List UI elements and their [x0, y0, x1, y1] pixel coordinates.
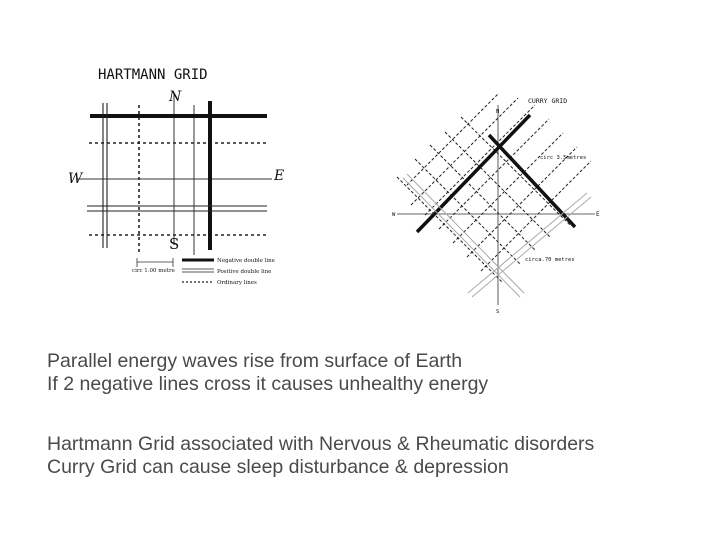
- curry-positive-lines: [403, 174, 591, 297]
- hartmann-spacing-marker: [137, 258, 173, 267]
- hartmann-west-label: W: [68, 171, 83, 187]
- hartmann-spacing-label: circ 1.00 metre: [132, 268, 175, 274]
- hartmann-positive-lines: [87, 103, 267, 248]
- legend-positive: Positive double line: [217, 269, 272, 275]
- curry-negative-lines: [417, 115, 575, 232]
- text-line-energy-waves: Parallel energy waves rise from surface of Earth: [47, 350, 463, 372]
- curry-title: CURRY GRID: [528, 97, 568, 105]
- hartmann-east-label: E: [274, 168, 285, 184]
- curry-secondary-spacing: circa.70 metres: [525, 257, 575, 263]
- text-line-hartmann-disorders: Hartmann Grid associated with Nervous & Rheumatic disorders: [47, 433, 595, 455]
- hartmann-north-label: N: [169, 89, 182, 105]
- legend-ordinary: Ordinary lines: [217, 280, 257, 286]
- hartmann-ordinary-lines: [89, 105, 267, 255]
- curry-north-label: N: [496, 109, 500, 115]
- text-line-curry-effects: Curry Grid can cause sleep disturbance & depression: [47, 456, 509, 478]
- curry-primary-spacing: circ 3.5metres: [540, 155, 587, 161]
- text-line-negative-lines: If 2 negative lines cross it causes unhealthy energy: [47, 373, 489, 395]
- legend-negative: Negative double line: [217, 258, 275, 264]
- curry-west-label: W: [392, 212, 396, 218]
- hartmann-legend: [182, 258, 275, 286]
- curry-south-label: S: [496, 309, 500, 315]
- hartmann-negative-lines: [90, 101, 267, 250]
- hartmann-grid-diagram: [62, 55, 294, 320]
- curry-east-label: E: [596, 211, 600, 218]
- curry-grid-diagram: [385, 75, 610, 320]
- curry-axes: [397, 105, 595, 305]
- hartmann-title: HARTMANN GRID: [98, 67, 208, 83]
- hartmann-south-label: S: [169, 235, 180, 253]
- curry-grid-lines-a: [407, 94, 591, 271]
